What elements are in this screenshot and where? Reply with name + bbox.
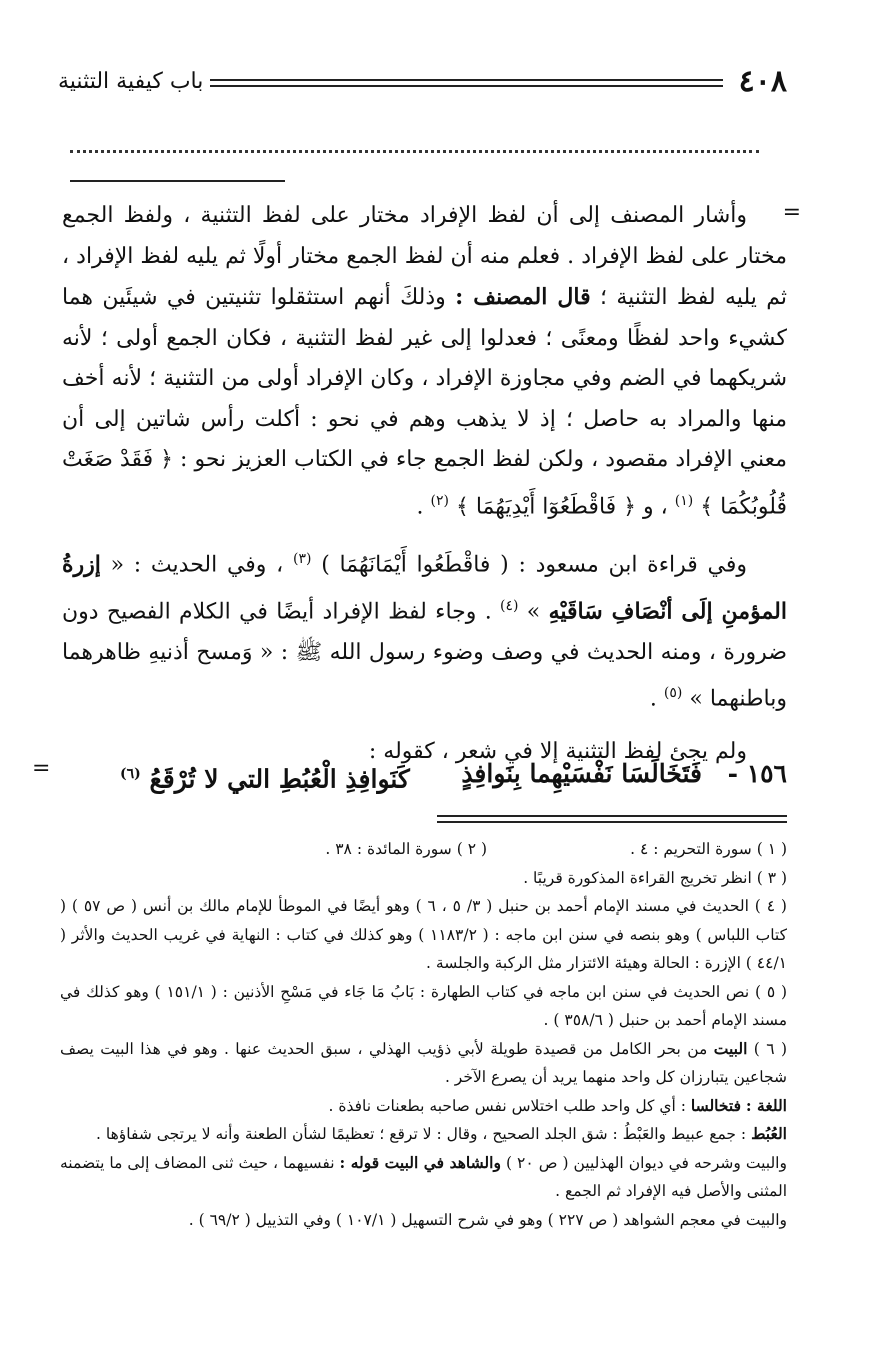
- poetry-verse: [120, 752, 787, 796]
- main-text: [62, 196, 787, 773]
- running-header: [58, 62, 787, 102]
- continuation-mark: =: [782, 200, 801, 225]
- verse-hemistich-2: كَنَوافِذِ الْعُبُطِ التي لا تُرْقَعُ: [149, 764, 410, 794]
- footnotes-row-1-2: [60, 835, 787, 864]
- footnote-5: ( ٥ ) نص الحديث في سنن ابن ماجه في كتاب الطهارة : بَابُ مَا جَاء في مَسْحِ الأذنين : ( ١٥١/١ ) وهو كذلك في مسند الإمام أحمد بن حنبل ( ٣٥٨/٦ ) .: [60, 982, 787, 1029]
- footnote-ref-5: (٥): [663, 685, 683, 702]
- verse-hemistich-1: فَتَخَالَسَا نَفْسَيْهِما بِنَوافِذٍ: [461, 759, 702, 788]
- footnote-ref-3: (٣): [292, 551, 312, 568]
- footnote-ref-6: (٦): [120, 766, 141, 782]
- footnote-ubut: العُبُط : جمع عبيط والعَبْطُ : شق الجلد الصحيح ، وقال : لا ترقع ؛ تعظيمًا لشأن الطعنة وأنه لا يرتجى شفاؤها .: [96, 1124, 787, 1143]
- hadith-text: إزرةُ المؤمنِ إلَى أنْصَافِ سَاقَيْهِ: [62, 551, 787, 625]
- page-number: ٤٠٨: [738, 64, 787, 99]
- footnote-4: ( ٤ ) الحديث في مسند الإمام أحمد بن حنبل ( ٣/ ٥ ، ٦ ) وهو أيضًا في الموطأ للإمام مالك بن أنس ( ص ٥٧ ) ( كتاب اللباس ) وهو بنصه في سنن ابن ماجه : ( ١١٨٣/٢ ) وهو كذلك في كتاب : النهاية في غريب الحديث والأثر ( ٤٤/١ ) الإزرة : الحالة وهيئة الائتزار مثل الركبة والجلسة .: [60, 897, 787, 972]
- footnotes: [60, 835, 787, 1234]
- footnote-last: والبيت في معجم الشواهد ( ص ٢٢٧ ) وهو في شرح التسهيل ( ١٠٧/١ ) وفي التذييل ( ٦٩/٢ ) .: [188, 1210, 787, 1229]
- chapter-title: باب كيفية التثنية: [58, 69, 204, 94]
- footnote-1: ( ١ ) سورة التحريم : ٤ .: [630, 840, 787, 858]
- footnote-3: ( ٣ ) انظر تخريج القراءة المذكورة قريبًا .: [523, 868, 787, 887]
- footnote-ref-1: (١): [674, 492, 694, 509]
- paragraph-3: ولم يجئ لفظ التثنية إلا في شعر ، كقوله :: [368, 739, 747, 765]
- footnote-ref-4: (٤): [500, 598, 519, 615]
- verse-hemistich-2-wrap: [120, 752, 410, 801]
- paragraph-1: وأشار المصنف إلى أن لفظ الإفراد مختار على لفظ التثنية ، ولفظ الجمع مختار على لفظ الإفراد . فعلم منه أن لفظ الجمع مختار أولًا ثم يليه لفظ الإفراد ، ثم يليه لفظ التثنية ؛ قال المصنف : وذلكَ أنهم استثقلوا تثنيتين في شيئَين هما كشيء واحد لفظًا ومعنًى ؛ فعدلوا إلى غير لفظ التثنية ، فكان الجمع أولى ؛ لأنه شريكهما في الضم وفي مجاوزة الإفراد ، وكان الإفراد أولى من التثنية ؛ لأنه أخف منها والمراد به حاصل ؛ إذ لا يذهب وهم في نحو : أكلت رأس شاتين إلى أن معني الإفراد مقصود ، ولكن لفظ الجمع جاء في الكتاب العزيز نحو : ﴿ فَقَدْ صَغَتْ قُلُوبُكُمَا ﴾ $^{(١)}$ ، و ﴿ فَاقْطَعُوٓا أَيْدِيَهُمَا ﴾ $^{(٢)}$ .: [62, 203, 787, 519]
- footnote-lugha: اللغة : فتخالسا : أي كل واحد طلب اختلاس نفس صاحبه بطعنات نافذة .: [328, 1095, 787, 1115]
- verse-number: ١٥٦ -: [727, 759, 787, 788]
- short-rule: [70, 180, 285, 182]
- footnote-shahid: والبيت وشرحه في ديوان الهذليين ( ص ٢٠ ) والشاهد في البيت قوله : نفسيهما ، حيث ثنى المضاف إلى ما يتضمنه المثنى والأصل فيه الإفراد ثم الجمع .: [60, 1152, 787, 1200]
- footnote-6: ( ٦ ) البيت من بحر الكامل من قصيدة طويلة لأبي ذؤيب الهذلي ، سبق الحديث عنها . وهو في هذا البيت يصف شجاعين يتبارزان كل واحد منهما يريد أن يصرع الآخر .: [60, 1038, 788, 1086]
- dotted-separator: [70, 144, 759, 153]
- footnote-2: ( ٢ ) سورة المائدة : ٣٨ .: [325, 840, 487, 858]
- author-quote-label: قال المصنف :: [455, 284, 591, 310]
- paragraph-2: وفي قراءة ابن مسعود : ( فاقْطَعُوا أَيْمَانَهُمَا ) $^{(٣)}$ ، وفي الحديث : « إزرةُ المؤمنِ إلَى أنْصَافِ سَاقَيْهِ » $^{(٤)}$ . وجاء لفظ الإفراد أيضًا في الكلام الفصيح دون ضرورة ، ومنه الحديث في وصف وضوء رسول الله ﷺ : « وَمسح أذنيهِ ظاهرهما وباطنهما » $^{(٥)}$ .: [62, 551, 787, 712]
- footnote-rule: [437, 815, 787, 823]
- header-rule: [210, 79, 723, 87]
- verse-continuation-mark: =: [32, 756, 51, 781]
- footnote-ref-2: (٢): [430, 492, 449, 509]
